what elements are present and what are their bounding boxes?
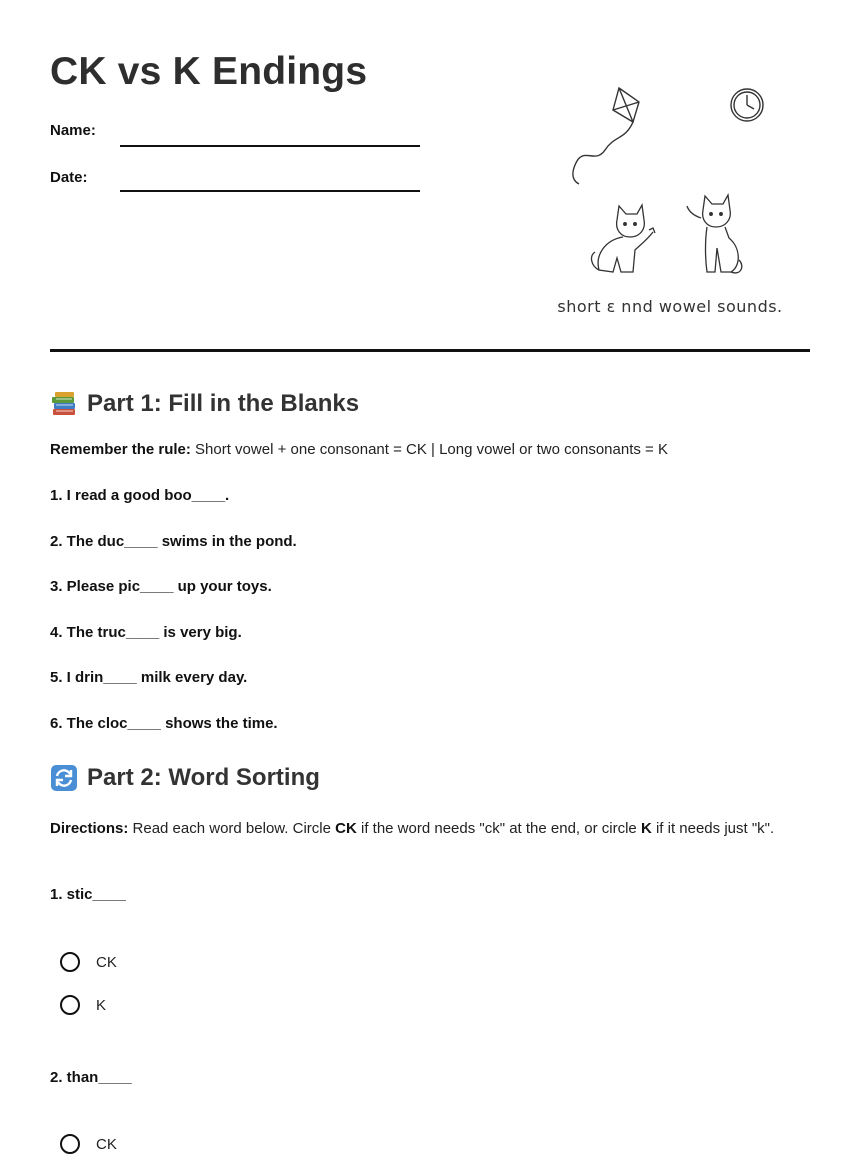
directions-part: if the word needs "ck" at the end, or circle xyxy=(356,820,641,837)
illustration-caption: short ɛ nnd wowel sounds. xyxy=(557,297,783,316)
fill-question: 6. The cloc____ shows the time. xyxy=(50,715,278,732)
date-input-line[interactable] xyxy=(120,189,420,192)
option-label: CK xyxy=(96,953,117,971)
part2-heading xyxy=(50,764,320,792)
clock-icon xyxy=(731,89,763,121)
radio-circle[interactable] xyxy=(60,995,80,1015)
directions-k: K xyxy=(640,820,652,837)
rule-body: Short vowel + one consonant = CK | Long vowel or two consonants = K xyxy=(190,441,668,458)
radio-circle[interactable] xyxy=(60,952,80,972)
rule-label: Remember the rule: xyxy=(50,441,191,458)
directions-part: if it needs just "k". xyxy=(651,820,775,837)
directions-ck: CK xyxy=(335,820,357,837)
sort-word: 1. stic____ xyxy=(50,886,126,903)
option-ck[interactable] xyxy=(60,952,117,972)
fill-question: 5. I drin____ milk every day. xyxy=(50,669,248,686)
name-label: Name: xyxy=(50,122,96,139)
directions-text xyxy=(50,815,800,842)
name-input-line[interactable] xyxy=(120,144,420,147)
rule-statement xyxy=(50,441,668,458)
name-field xyxy=(50,122,420,139)
date-field xyxy=(50,169,420,186)
option-ck[interactable] xyxy=(60,1134,117,1154)
part2-title: Part 2: Word Sorting xyxy=(87,764,320,791)
cat-icon xyxy=(592,205,655,272)
radio-circle[interactable] xyxy=(60,1134,80,1154)
page-title: CK vs K Endings xyxy=(50,50,368,93)
cat-icon xyxy=(687,195,742,273)
header-illustration xyxy=(555,80,795,320)
fill-question: 4. The truc____ is very big. xyxy=(50,624,242,641)
option-k[interactable] xyxy=(60,995,106,1015)
sort-word: 2. than____ xyxy=(50,1069,132,1086)
header-divider xyxy=(50,349,810,352)
option-label: CK xyxy=(96,1135,117,1153)
fill-question: 1. I read a good boo____. xyxy=(50,487,230,504)
kite-icon xyxy=(573,88,639,184)
option-label: K xyxy=(96,996,107,1014)
directions-label: Directions: xyxy=(50,820,129,837)
books-icon xyxy=(50,390,78,418)
cycle-arrows-icon xyxy=(50,764,78,792)
fill-question: 3. Please pic____ up your toys. xyxy=(50,578,272,595)
part1-heading xyxy=(50,390,359,418)
part1-title: Part 1: Fill in the Blanks xyxy=(87,390,360,417)
directions-part: Read each word below. Circle xyxy=(128,820,336,837)
date-label: Date: xyxy=(50,169,88,186)
fill-question: 2. The duc____ swims in the pond. xyxy=(50,533,297,550)
